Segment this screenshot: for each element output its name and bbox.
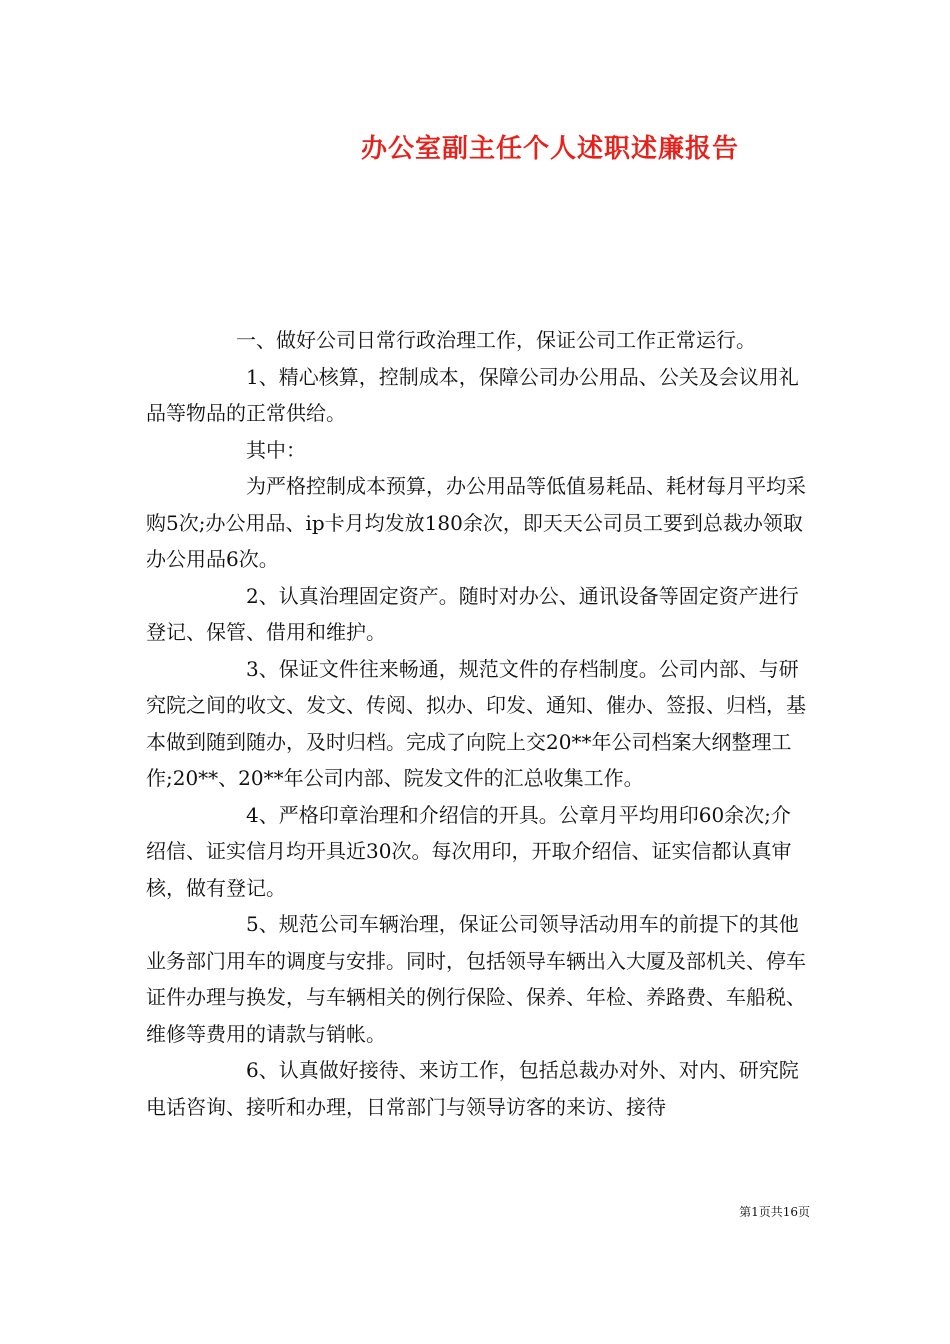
paragraph: 1、精心核算，控制成本，保障公司办公用品、公关及会议用礼品等物品的正常供给。 — [146, 364, 799, 425]
document-title: 办公室副主任个人述职述廉报告 — [360, 134, 739, 164]
paragraph: 一、做好公司日常行政治理工作，保证公司工作正常运行。 — [236, 328, 756, 352]
paragraph: 其中： — [246, 437, 306, 462]
paragraph: 3、保证文件往来畅通，规范文件的存档制度。公司内部、与研究院之间的收文、发文、传阅、拟办、印发、通知、催办、签报、归档，基本做到随到随办，及时归档。完成了向院上交20**年公司档案大纲整理工作;20**、20**年公司内部、院发文件的汇总收集工作。 — [146, 656, 806, 790]
paragraph: 5、规范公司车辆治理，保证公司领导活动用车的前提下的其他业务部门用车的调度与安排。同时，包括领导车辆出入大厦及部机关、停车证件办理与换发，与车辆相关的例行保险、保养、年检、养路费、车船税、维修等费用的请款与销帐。 — [146, 912, 806, 1046]
paragraph: 4、严格印章治理和介绍信的开具。公章月平均用印60余次;介绍信、证实信月均开具近30次。每次用印，开取介绍信、证实信都认真审核，做有登记。 — [146, 802, 792, 900]
paragraph: 为严格控制成本预算，办公用品等低值易耗品、耗材每月平均采购5次;办公用品、ip卡月均发放180余次，即天天公司员工要到总裁办领取办公用品6次。 — [146, 474, 806, 571]
paragraph: 2、认真治理固定资产。随时对办公、通讯设备等固定资产进行登记、保管、借用和维护。 — [146, 583, 799, 644]
document-body — [146, 322, 806, 1125]
page-number: 第1页共16页 — [739, 1205, 810, 1219]
paragraph: 6、认真做好接待、来访工作，包括总裁办对外、对内、研究院电话咨询、接听和办理，日常部门与领导访客的来访、接待 — [146, 1058, 799, 1119]
